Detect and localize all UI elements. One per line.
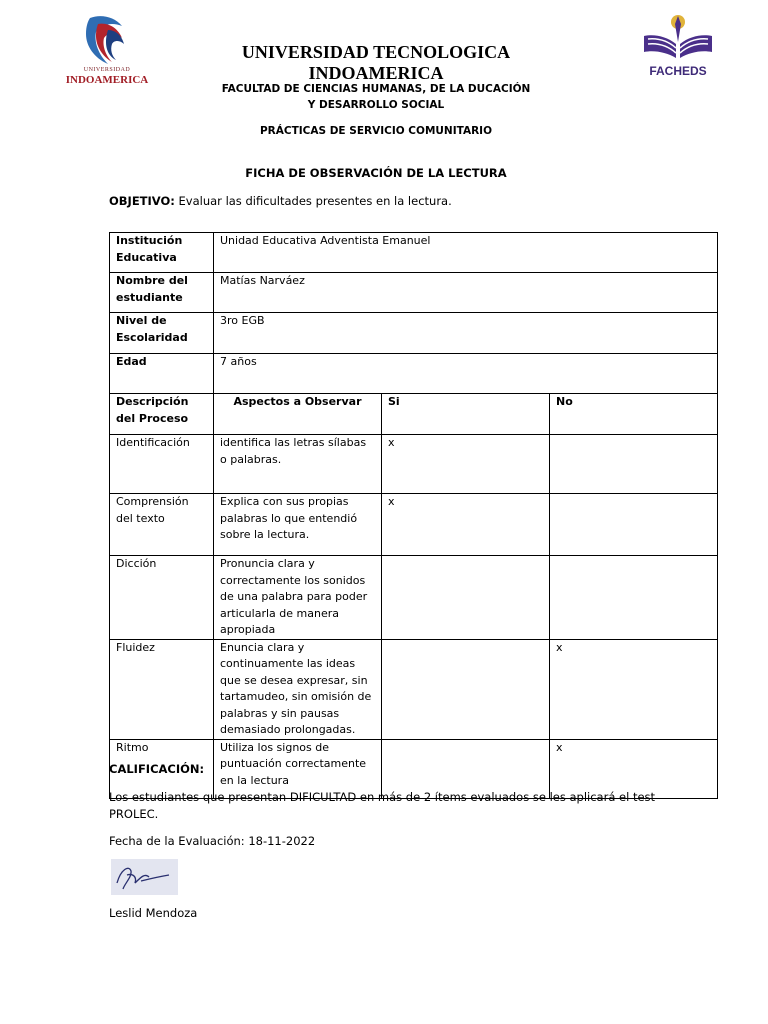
- yes-cell: x: [382, 494, 550, 556]
- yes-cell: [382, 556, 550, 640]
- logo-small-text: UNIVERSIDAD: [83, 67, 131, 73]
- aspect-cell: identifica las letras sílabas o palabras.: [214, 435, 382, 494]
- no-cell: [550, 494, 718, 556]
- observation-row: [110, 556, 718, 640]
- header-aspects: Aspectos a Observar: [214, 394, 382, 435]
- info-value: 7 años: [214, 354, 718, 394]
- info-row: [110, 273, 718, 313]
- info-row: [110, 233, 718, 273]
- process-cell: Identificación: [110, 435, 214, 494]
- faculty-line2: Y DESARROLLO SOCIAL: [307, 99, 445, 111]
- aspect-cell: Utiliza los signos de puntuación correctamente en la lectura: [214, 739, 382, 798]
- faculty-logo-text: FACHEDS: [649, 64, 707, 78]
- signature-icon: [111, 859, 178, 895]
- no-cell: x: [550, 639, 718, 739]
- university-title-line1: UNIVERSIDAD TECNOLOGICA: [241, 42, 511, 62]
- faculty-line1: FACULTAD DE CIENCIAS HUMANAS, DE LA DUCACIÓN: [221, 83, 531, 95]
- process-cell: Dicción: [110, 556, 214, 640]
- university-title-line2: INDOAMERICA: [308, 63, 444, 83]
- info-label: Nivel de Escolaridad: [110, 313, 214, 354]
- process-cell: Ritmo: [110, 739, 214, 798]
- grading-note: Los estudiantes que presentan DIFICULTAD en más de 2 ítems evaluados se les aplicará el test PROLEC.: [109, 790, 656, 821]
- form-title: FICHA DE OBSERVACIÓN DE LA LECTURA: [245, 166, 507, 180]
- info-row: [110, 354, 718, 394]
- signature-image: [111, 859, 178, 895]
- faculty-logo: [636, 12, 720, 82]
- table-header-row: [110, 394, 718, 435]
- yes-cell: x: [382, 435, 550, 494]
- header-yes: Si: [382, 394, 550, 435]
- signer-name: Leslid Mendoza: [109, 906, 198, 920]
- info-value: Matías Narváez: [214, 273, 718, 313]
- no-cell: [550, 435, 718, 494]
- header-no: No: [550, 394, 718, 435]
- process-cell: Comprensión del texto: [110, 494, 214, 556]
- program-title: PRÁCTICAS DE SERVICIO COMUNITARIO: [259, 125, 492, 137]
- info-row: [110, 313, 718, 354]
- objective-label: OBJETIVO:: [109, 194, 175, 208]
- observation-table: [109, 232, 718, 799]
- aspect-cell: Pronuncia clara y correctamente los sonidos de una palabra para poder articularla de manera apropiada: [214, 556, 382, 640]
- header-process: Descripción del Proceso: [110, 394, 214, 435]
- observation-row: [110, 435, 718, 494]
- university-logo: [64, 12, 150, 88]
- no-cell: [550, 556, 718, 640]
- info-value: Unidad Educativa Adventista Emanuel: [214, 233, 718, 273]
- info-value: 3ro EGB: [214, 313, 718, 354]
- logo-big-text: INDOAMERICA: [65, 74, 149, 86]
- objective-text: Evaluar las dificultades presentes en la lectura.: [174, 194, 452, 208]
- open-book-pen-icon: [636, 12, 720, 64]
- evaluation-date: Fecha de la Evaluación: 18-11-2022: [109, 834, 316, 848]
- observation-row: [110, 494, 718, 556]
- info-label: Nombre del estudiante: [110, 273, 214, 313]
- observation-row: [110, 639, 718, 739]
- grading-title: CALIFICACIÓN:: [109, 762, 205, 776]
- info-label: Institución Educativa: [110, 233, 214, 273]
- no-cell: x: [550, 739, 718, 798]
- objective: [109, 193, 452, 210]
- aspect-cell: Explica con sus propias palabras lo que entendió sobre la lectura.: [214, 494, 382, 556]
- info-label: Edad: [110, 354, 214, 394]
- university-emblem-icon: [64, 12, 150, 68]
- process-cell: Fluidez: [110, 639, 214, 739]
- yes-cell: [382, 639, 550, 739]
- aspect-cell: Enuncia clara y continuamente las ideas que se desea expresar, sin tartamudeo, sin omisión de palabras y sin pausas demasiado prolongadas.: [214, 639, 382, 739]
